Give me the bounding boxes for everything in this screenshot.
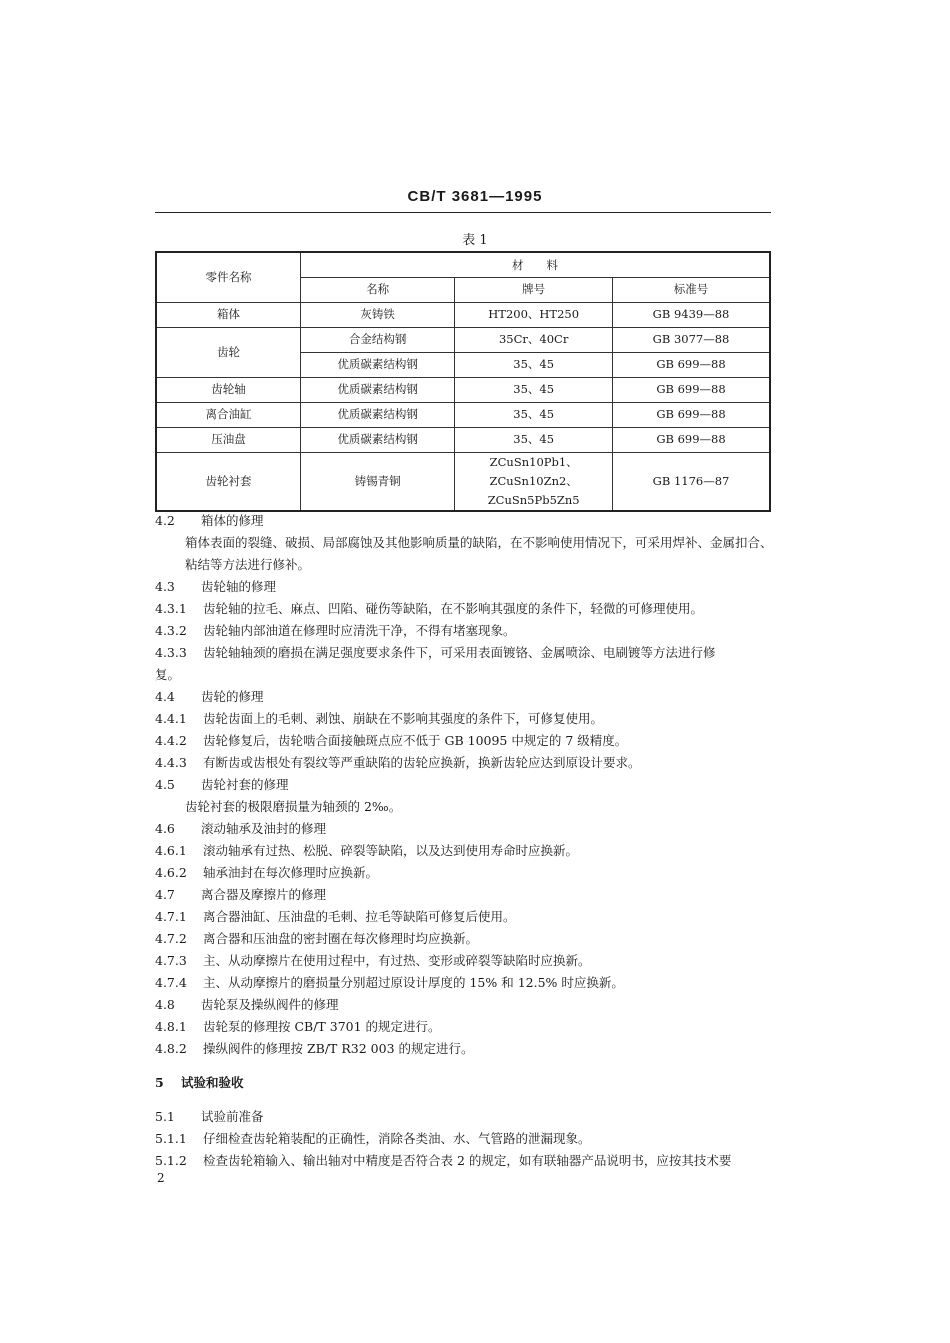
clause: [155, 598, 775, 620]
grade-cell: HT200、HT250: [455, 302, 613, 327]
grade-line: ZCuSn10Pb1、: [489, 454, 578, 469]
clause-text: 滚动轴承有过热、松脱、碎裂等缺陷，以及达到使用寿命时应换新。: [203, 843, 579, 858]
section-heading: [155, 994, 775, 1016]
clause: [155, 840, 775, 862]
section-heading: [155, 1106, 775, 1128]
clause-text: 操纵阀件的修理按 ZB/T R32 003 的规定进行。: [203, 1041, 474, 1056]
clause-text: 齿轮泵的修理按 CB/T 3701 的规定进行。: [203, 1019, 441, 1034]
paragraph: 箱体表面的裂缝、破损、局部腐蚀及其他影响质量的缺陷，在不影响使用情况下，可采用焊补、金属扣合、粘结等方法进行修补。: [185, 535, 773, 572]
clause: [155, 1016, 775, 1038]
chapter-number: 5: [155, 1075, 164, 1090]
clause-text: 主、从动摩擦片在使用过程中，有过热、变形或碎裂等缺陷时应换新。: [203, 953, 591, 968]
standard-cell: GB 699—88: [613, 402, 770, 427]
table-row: [156, 402, 770, 427]
clause: [155, 1150, 775, 1172]
grade-line: ZCuSn10Zn2、: [489, 473, 578, 488]
section-title: 齿轮轴的修理: [201, 579, 277, 594]
header-rule: [155, 212, 771, 213]
clause-text: 齿轮齿面上的毛刺、剥蚀、崩缺在不影响其强度的条件下，可修复使用。: [203, 711, 604, 726]
chapter-heading: [155, 1072, 775, 1094]
section-title: 箱体的修理: [201, 513, 264, 528]
standard-cell: GB 699—88: [613, 377, 770, 402]
clause-number: 4.4.1: [155, 711, 187, 726]
clause: [155, 972, 775, 994]
material-name-cell: 优质碳素结构钢: [300, 402, 454, 427]
sub-header-grade: 牌号: [455, 277, 613, 302]
col-header-material: 材 料: [300, 252, 770, 277]
clause-text: 离合器和压油盘的密封圈在每次修理时均应换新。: [203, 931, 479, 946]
sub-header-name: 名称: [300, 277, 454, 302]
clause-number: 4.7.2: [155, 931, 187, 946]
grade-cell: 35、45: [455, 377, 613, 402]
standard-cell: GB 1176—87: [613, 452, 770, 511]
clause-text: 主、从动摩擦片的磨损量分别超过原设计厚度的 15% 和 12.5% 时应换新。: [203, 975, 624, 990]
spacer: [155, 1060, 775, 1072]
clause-text: 齿轮轴内部油道在修理时应清洗干净，不得有堵塞现象。: [203, 623, 516, 638]
table-row: [156, 427, 770, 452]
standard-cell: GB 699—88: [613, 427, 770, 452]
standard-number-header: CB/T 3681—1995: [407, 188, 543, 205]
clause-number: 5.1.2: [155, 1153, 187, 1168]
grade-line: ZCuSn5Pb5Zn5: [487, 492, 580, 507]
clause: [155, 708, 775, 730]
table-row: [156, 452, 770, 511]
clause-text: 有断齿或齿根处有裂纹等严重缺陷的齿轮应换新，换新齿轮应达到原设计要求。: [203, 755, 641, 770]
standard-cell: GB 3077—88: [613, 327, 770, 352]
section-number: 4.2: [155, 513, 175, 528]
part-name-cell: 齿轮衬套: [156, 452, 300, 511]
paragraph: 齿轮衬套的极限磨损量为轴颈的 2‰。: [185, 799, 402, 814]
clause-number: 4.6.1: [155, 843, 187, 858]
clause-number: 4.4.2: [155, 733, 187, 748]
section-heading: [155, 818, 775, 840]
page-number: 2: [157, 1171, 165, 1185]
section-title: 离合器及摩擦片的修理: [201, 887, 327, 902]
section-number: 4.6: [155, 821, 175, 836]
clause-number: 4.7.4: [155, 975, 187, 990]
col-header-part-name: 零件名称: [156, 252, 300, 302]
clause: [155, 906, 775, 928]
clause-text: 轴承油封在每次修理时应换新。: [203, 865, 379, 880]
clause: [155, 642, 775, 664]
section-number: 4.5: [155, 777, 175, 792]
clause-number: 4.3.2: [155, 623, 187, 638]
part-name-cell: 箱体: [156, 302, 300, 327]
clause: [155, 752, 775, 774]
clause-text: 仔细检查齿轮箱装配的正确性，消除各类油、水、气管路的泄漏现象。: [203, 1131, 591, 1146]
section-title: 齿轮衬套的修理: [201, 777, 289, 792]
table-caption: 表 1: [462, 233, 488, 248]
material-name-cell: 优质碳素结构钢: [300, 427, 454, 452]
table-row: [156, 302, 770, 327]
clause-text: 齿轮轴轴颈的磨损在满足强度要求条件下，可采用表面镀铬、金属喷涂、电刷镀等方法进行修: [203, 645, 716, 660]
clause: [155, 1038, 775, 1060]
grade-cell: 35、45: [455, 402, 613, 427]
section-number: 5.1: [155, 1109, 175, 1124]
section-number: 4.4: [155, 689, 175, 704]
section-heading: [155, 774, 775, 796]
clause-number: 4.6.2: [155, 865, 187, 880]
grade-cell: 35Cr、40Cr: [455, 327, 613, 352]
clause-number: 4.3.3: [155, 645, 187, 660]
clause-number: 4.8.2: [155, 1041, 187, 1056]
grade-cell: 35、45: [455, 352, 613, 377]
body-text: [155, 510, 775, 1172]
table-row: [156, 377, 770, 402]
materials-table: [155, 251, 771, 512]
clause-continuation: 复。: [155, 667, 181, 682]
part-name-cell: 压油盘: [156, 427, 300, 452]
sub-header-standard: 标准号: [613, 277, 770, 302]
section-title: 试验前准备: [201, 1109, 264, 1124]
clause-number: 4.8.1: [155, 1019, 187, 1034]
section-number: 4.8: [155, 997, 175, 1012]
standard-cell: GB 9439—88: [613, 302, 770, 327]
clause-text: 齿轮轴的拉毛、麻点、凹陷、碰伤等缺陷，在不影响其强度的条件下，轻微的可修理使用。: [203, 601, 704, 616]
section-heading: [155, 884, 775, 906]
clause: [155, 862, 775, 884]
section-number: 4.7: [155, 887, 175, 902]
standard-cell: GB 699—88: [613, 352, 770, 377]
clause-number: 4.7.1: [155, 909, 187, 924]
chapter-title: 试验和验收: [181, 1075, 244, 1090]
clause: [155, 1128, 775, 1150]
section-title: 齿轮的修理: [201, 689, 264, 704]
part-name-cell: 齿轮: [156, 327, 300, 377]
section-title: 滚动轴承及油封的修理: [201, 821, 327, 836]
grade-cell: [455, 452, 613, 511]
clause-number: 4.7.3: [155, 953, 187, 968]
material-name-cell: 优质碳素结构钢: [300, 352, 454, 377]
material-name-cell: 合金结构钢: [300, 327, 454, 352]
section-heading: [155, 686, 775, 708]
clause-number: 4.4.3: [155, 755, 187, 770]
material-name-cell: 优质碳素结构钢: [300, 377, 454, 402]
table-row: [156, 327, 770, 352]
clause: [155, 950, 775, 972]
clause-text: 检查齿轮箱输入、输出轴对中精度是否符合表 2 的规定，如有联轴器产品说明书，应按其技术要: [203, 1153, 732, 1168]
clause: [155, 620, 775, 642]
part-name-cell: 齿轮轴: [156, 377, 300, 402]
part-name-cell: 离合油缸: [156, 402, 300, 427]
spacer: [155, 1094, 775, 1106]
clause: [155, 928, 775, 950]
material-name-cell: 铸锡青铜: [300, 452, 454, 511]
clause: [155, 730, 775, 752]
material-name-cell: 灰铸铁: [300, 302, 454, 327]
grade-cell: 35、45: [455, 427, 613, 452]
section-heading: [155, 510, 775, 532]
clause-text: 齿轮修复后，齿轮啮合面接触斑点应不低于 GB 10095 中规定的 7 级精度。: [203, 733, 628, 748]
clause-text: 离合器油缸、压油盘的毛刺、拉毛等缺陷可修复后使用。: [203, 909, 516, 924]
section-number: 4.3: [155, 579, 175, 594]
clause-number: 4.3.1: [155, 601, 187, 616]
section-title: 齿轮泵及操纵阀件的修理: [201, 997, 339, 1012]
clause-number: 5.1.1: [155, 1131, 187, 1146]
section-heading: [155, 576, 775, 598]
